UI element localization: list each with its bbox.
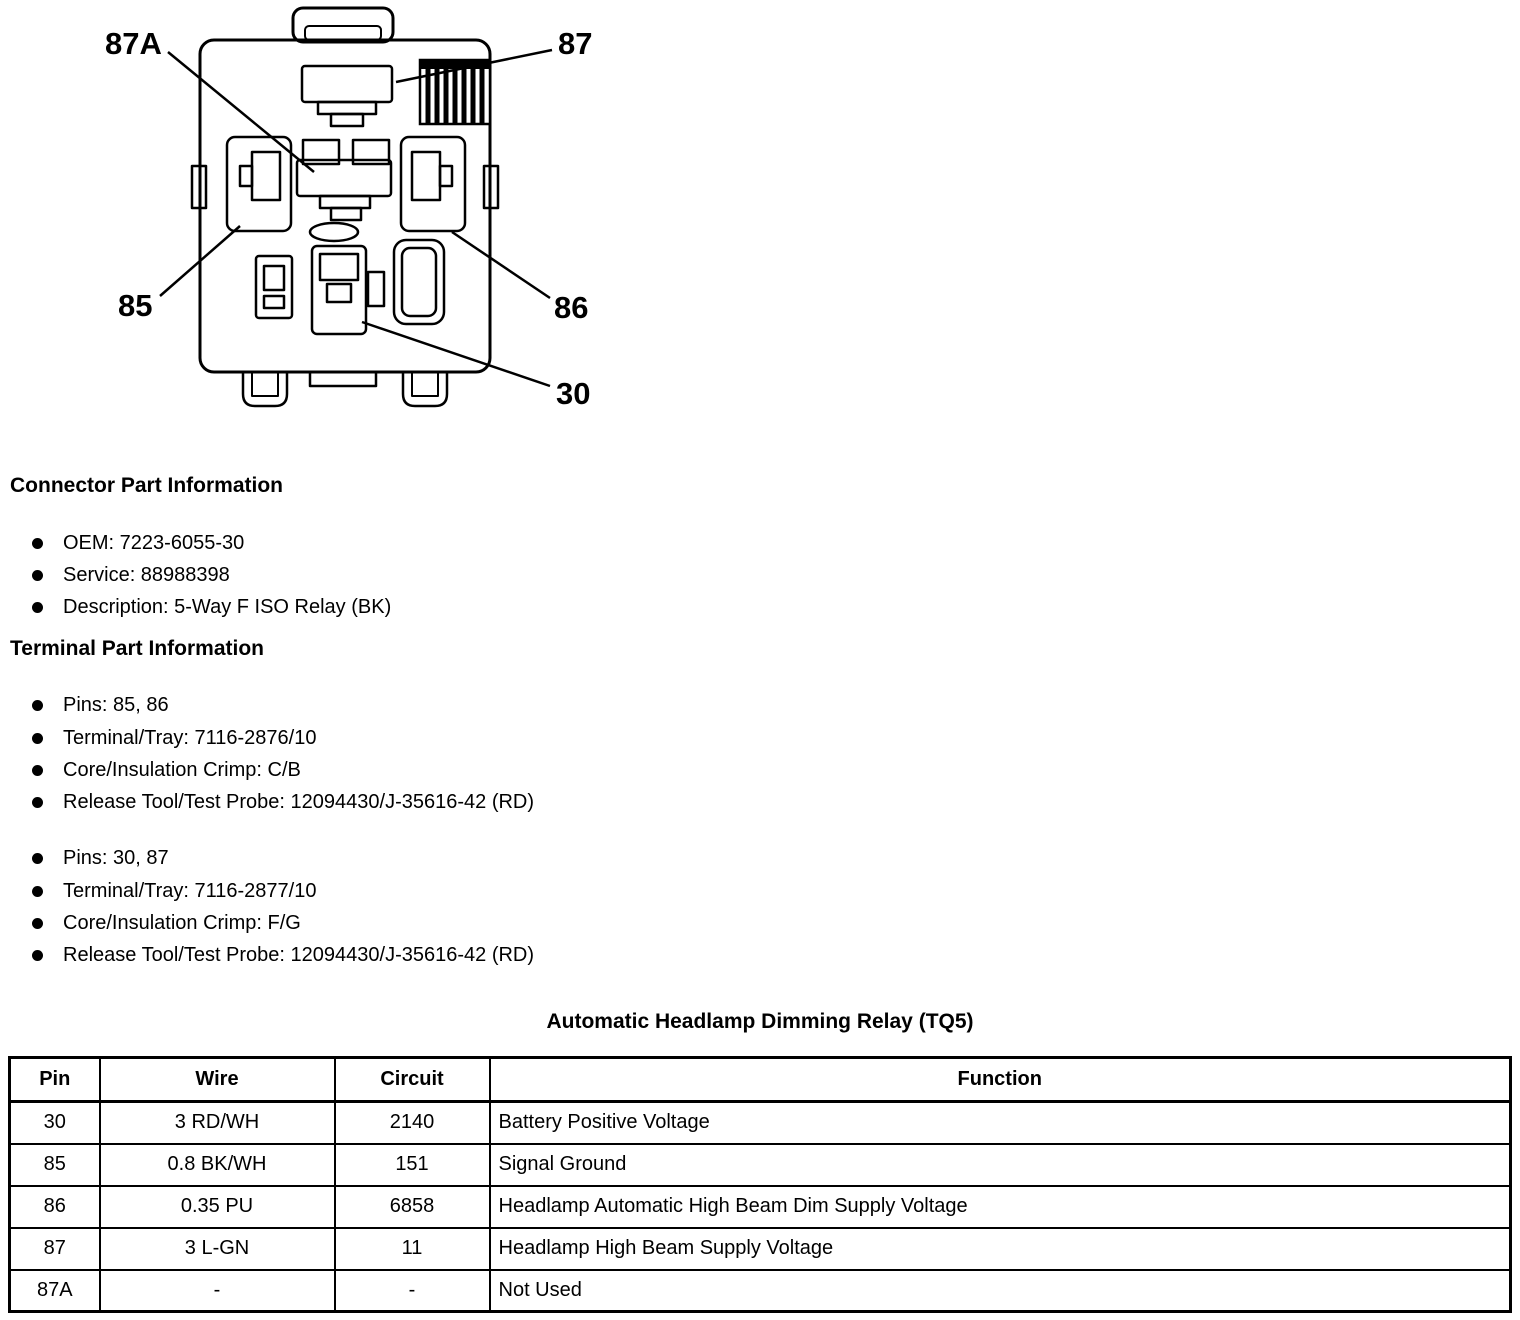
cell-function: Headlamp Automatic High Beam Dim Supply Voltage (490, 1186, 1511, 1228)
pin-label-85: 85 (118, 288, 153, 323)
list-item-text: Terminal/Tray: 7116-2876/10 (63, 727, 317, 749)
cell-circuit: 2140 (335, 1102, 490, 1144)
cell-circuit: 6858 (335, 1186, 490, 1228)
list-item (32, 530, 244, 556)
cell-function: Signal Ground (490, 1144, 1511, 1186)
list-item (32, 692, 169, 718)
list-item (32, 878, 316, 904)
list-item (32, 725, 316, 751)
pin-label-87: 87 (558, 26, 593, 61)
cell-circuit: - (335, 1270, 490, 1312)
list-item (32, 594, 391, 620)
cell-pin: 30 (10, 1102, 100, 1144)
list-item (32, 845, 169, 871)
col-header-wire: Wire (100, 1058, 335, 1102)
list-item-text: OEM: 7223-6055-30 (63, 532, 245, 554)
terminal-info-heading: Terminal Part Information (10, 637, 264, 660)
bullet-icon (32, 886, 43, 897)
cell-pin: 87 (10, 1228, 100, 1270)
col-header-circuit: Circuit (335, 1058, 490, 1102)
connector-diagram (0, 0, 700, 432)
table-title: Automatic Headlamp Dimming Relay (TQ5) (546, 1010, 974, 1033)
cell-circuit: 11 (335, 1228, 490, 1270)
pin-label-30: 30 (556, 376, 591, 411)
list-item (32, 942, 534, 968)
connector-info-heading: Connector Part Information (10, 474, 284, 497)
bullet-icon (32, 570, 43, 581)
bullet-icon (32, 918, 43, 929)
list-item-text: Description: 5-Way F ISO Relay (BK) (63, 596, 392, 618)
list-item-text: Release Tool/Test Probe: 12094430/J-35616-42 (RD) (63, 944, 535, 966)
list-item-text: Core/Insulation Crimp: C/B (63, 759, 301, 781)
list-item-text: Release Tool/Test Probe: 12094430/J-35616-42 (RD) (63, 791, 535, 813)
cell-pin: 85 (10, 1144, 100, 1186)
list-item-text: Core/Insulation Crimp: F/G (63, 912, 301, 934)
cell-pin: 86 (10, 1186, 100, 1228)
cell-pin: 87A (10, 1270, 100, 1312)
list-item-text: Service: 88988398 (63, 564, 230, 586)
list-item (32, 757, 301, 783)
list-item (32, 789, 534, 815)
table-row (10, 1144, 1511, 1186)
cell-wire: 3 RD/WH (100, 1102, 335, 1144)
bullet-icon (32, 538, 43, 549)
cell-wire: 0.8 BK/WH (100, 1144, 335, 1186)
bullet-icon (32, 797, 43, 808)
bullet-icon (32, 853, 43, 864)
col-header-pin: Pin (10, 1058, 100, 1102)
leader-lines (160, 50, 552, 386)
list-item-text: Pins: 85, 86 (63, 694, 169, 716)
bullet-icon (32, 602, 43, 613)
list-item-text: Pins: 30, 87 (63, 847, 169, 869)
col-header-function: Function (490, 1058, 1511, 1102)
table-row (10, 1228, 1511, 1270)
cell-wire: - (100, 1270, 335, 1312)
cell-wire: 0.35 PU (100, 1186, 335, 1228)
cell-function: Not Used (490, 1270, 1511, 1312)
table-row (10, 1270, 1511, 1312)
list-item-text: Terminal/Tray: 7116-2877/10 (63, 880, 317, 902)
bullet-icon (32, 765, 43, 776)
table-row (10, 1102, 1511, 1144)
bullet-icon (32, 950, 43, 961)
bullet-icon (32, 700, 43, 711)
pin-label-86: 86 (554, 290, 589, 325)
bullet-icon (32, 733, 43, 744)
pin-label-87a: 87A (105, 26, 162, 61)
cell-circuit: 151 (335, 1144, 490, 1186)
list-item (32, 562, 230, 588)
list-item (32, 910, 301, 936)
connector-face-drawing (0, 0, 700, 432)
pinout-table (8, 1056, 1512, 1313)
cell-function: Headlamp High Beam Supply Voltage (490, 1228, 1511, 1270)
cell-function: Battery Positive Voltage (490, 1102, 1511, 1144)
cell-wire: 3 L-GN (100, 1228, 335, 1270)
table-header-row (10, 1058, 1511, 1102)
table-row (10, 1186, 1511, 1228)
